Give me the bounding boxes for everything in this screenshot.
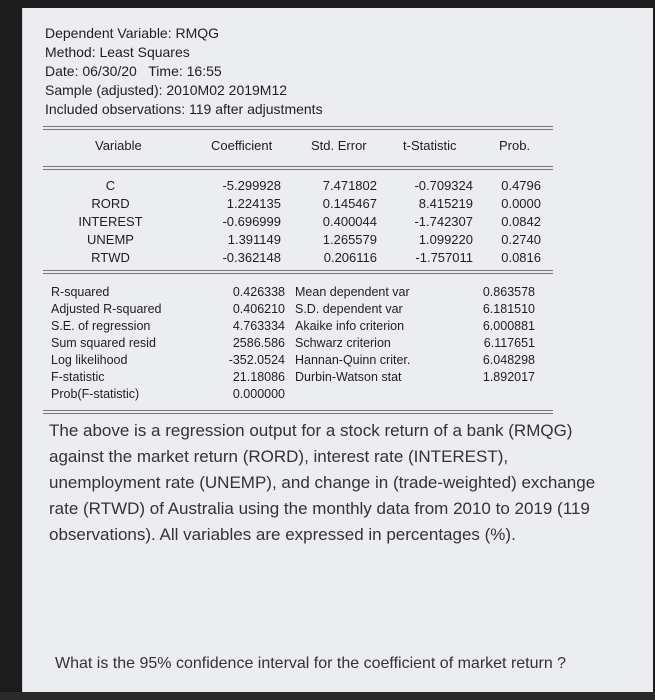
observations-line: Included observations: 119 after adjustments — [45, 101, 323, 117]
table-cell-p: 0.0816 — [501, 250, 541, 265]
stat-value: 21.18086 — [232, 370, 285, 384]
table-cell-coef: -0.362148 — [222, 250, 281, 265]
table-cell-t: 8.415219 — [418, 196, 473, 211]
stat-value: 1.892017 — [482, 370, 535, 384]
table-cell-se: 7.471802 — [322, 178, 377, 193]
header-double-rule — [43, 166, 553, 170]
table-cell-variable: RTWD — [91, 250, 130, 265]
stat-value: 4.763334 — [232, 319, 285, 333]
table-cell-p: 0.2740 — [501, 232, 541, 247]
col-header-variable: Variable — [95, 138, 142, 153]
stat-label: Durbin-Watson stat — [295, 370, 402, 384]
top-double-rule — [43, 126, 553, 130]
stat-value: 6.117651 — [483, 336, 535, 350]
table-cell-t: -0.709324 — [414, 178, 473, 193]
stat-label: Schwarz criterion — [295, 336, 391, 350]
stat-label: Log likelihood — [51, 353, 128, 367]
stat-label: Hannan-Quinn criter. — [295, 353, 411, 367]
bottom-double-rule — [43, 410, 553, 414]
col-header-prob: Prob. — [499, 138, 531, 153]
mid-double-rule — [43, 270, 553, 274]
table-cell-se: 0.400044 — [322, 214, 377, 229]
method-line: Method: Least Squares — [45, 44, 190, 60]
table-cell-variable: INTEREST — [78, 214, 143, 229]
table-cell-t: -1.742307 — [414, 214, 473, 229]
table-cell-se: 0.145467 — [322, 196, 377, 211]
table-cell-se: 0.206116 — [323, 250, 377, 265]
table-cell-p: 0.0842 — [501, 214, 541, 229]
stat-label: F-statistic — [51, 370, 105, 384]
stat-value: 6.000881 — [482, 319, 535, 333]
dependent-variable-line: Dependent Variable: RMQG — [45, 25, 220, 41]
stat-label: S.D. dependent var — [295, 302, 403, 316]
stat-label: S.E. of regression — [51, 319, 151, 333]
stat-value: 0.426338 — [232, 285, 285, 299]
stat-label: R-squared — [51, 285, 110, 299]
question-paragraph: The above is a regression output for a stock return of a bank (RMQG) against the market return (RORD), interest rate (INTEREST), unemployment rate (UNEMP), and change in (trade-weighted) exchange rate (RTWD) of Australia using the monthly data from 2010 to 2019 (119 observations). All variables are expressed in percentages (%). — [49, 421, 596, 544]
stat-value: -352.0524 — [228, 353, 285, 367]
bottom-edge — [0, 692, 655, 700]
col-header-std-error: Std. Error — [311, 138, 367, 153]
table-cell-p: 0.0000 — [501, 196, 541, 211]
stat-value: 6.181510 — [482, 302, 535, 316]
stat-value: 2586.586 — [232, 336, 285, 350]
table-cell-coef: -0.696999 — [222, 214, 281, 229]
col-header-t-statistic: t-Statistic — [403, 138, 457, 153]
table-cell-p: 0.4796 — [501, 178, 541, 193]
table-cell-variable: RORD — [91, 196, 130, 211]
stat-value: 0.000000 — [232, 387, 285, 401]
stat-value: 0.863578 — [482, 285, 535, 299]
table-cell-se: 1.265579 — [322, 232, 377, 247]
stat-label: Prob(F-statistic) — [51, 387, 140, 401]
sample-line: Sample (adjusted): 2010M02 2019M12 — [45, 82, 288, 98]
table-cell-t: -1.757011 — [415, 250, 473, 265]
table-cell-coef: 1.224135 — [226, 196, 281, 211]
table-cell-coef: -5.299928 — [222, 178, 281, 193]
question-prompt: What is the 95% confidence interval for the coefficient of market return ? — [55, 655, 567, 672]
table-cell-variable: UNEMP — [87, 232, 134, 247]
regression-output-page — [22, 8, 653, 692]
table-cell-coef: 1.391149 — [227, 232, 281, 247]
stat-label: Adjusted R-squared — [51, 302, 162, 316]
regression-header — [45, 24, 323, 119]
stat-value: 6.048298 — [482, 353, 535, 367]
stat-value: 0.406210 — [232, 302, 285, 316]
col-header-coefficient: Coefficient — [211, 138, 273, 153]
date-line: Date: 06/30/20 Time: 16:55 — [45, 63, 222, 79]
stat-label: Mean dependent var — [295, 285, 410, 299]
stat-label: Akaike info criterion — [295, 319, 405, 333]
table-cell-variable: C — [105, 178, 116, 193]
table-cell-t: 1.099220 — [418, 232, 473, 247]
stat-label: Sum squared resid — [51, 336, 156, 350]
